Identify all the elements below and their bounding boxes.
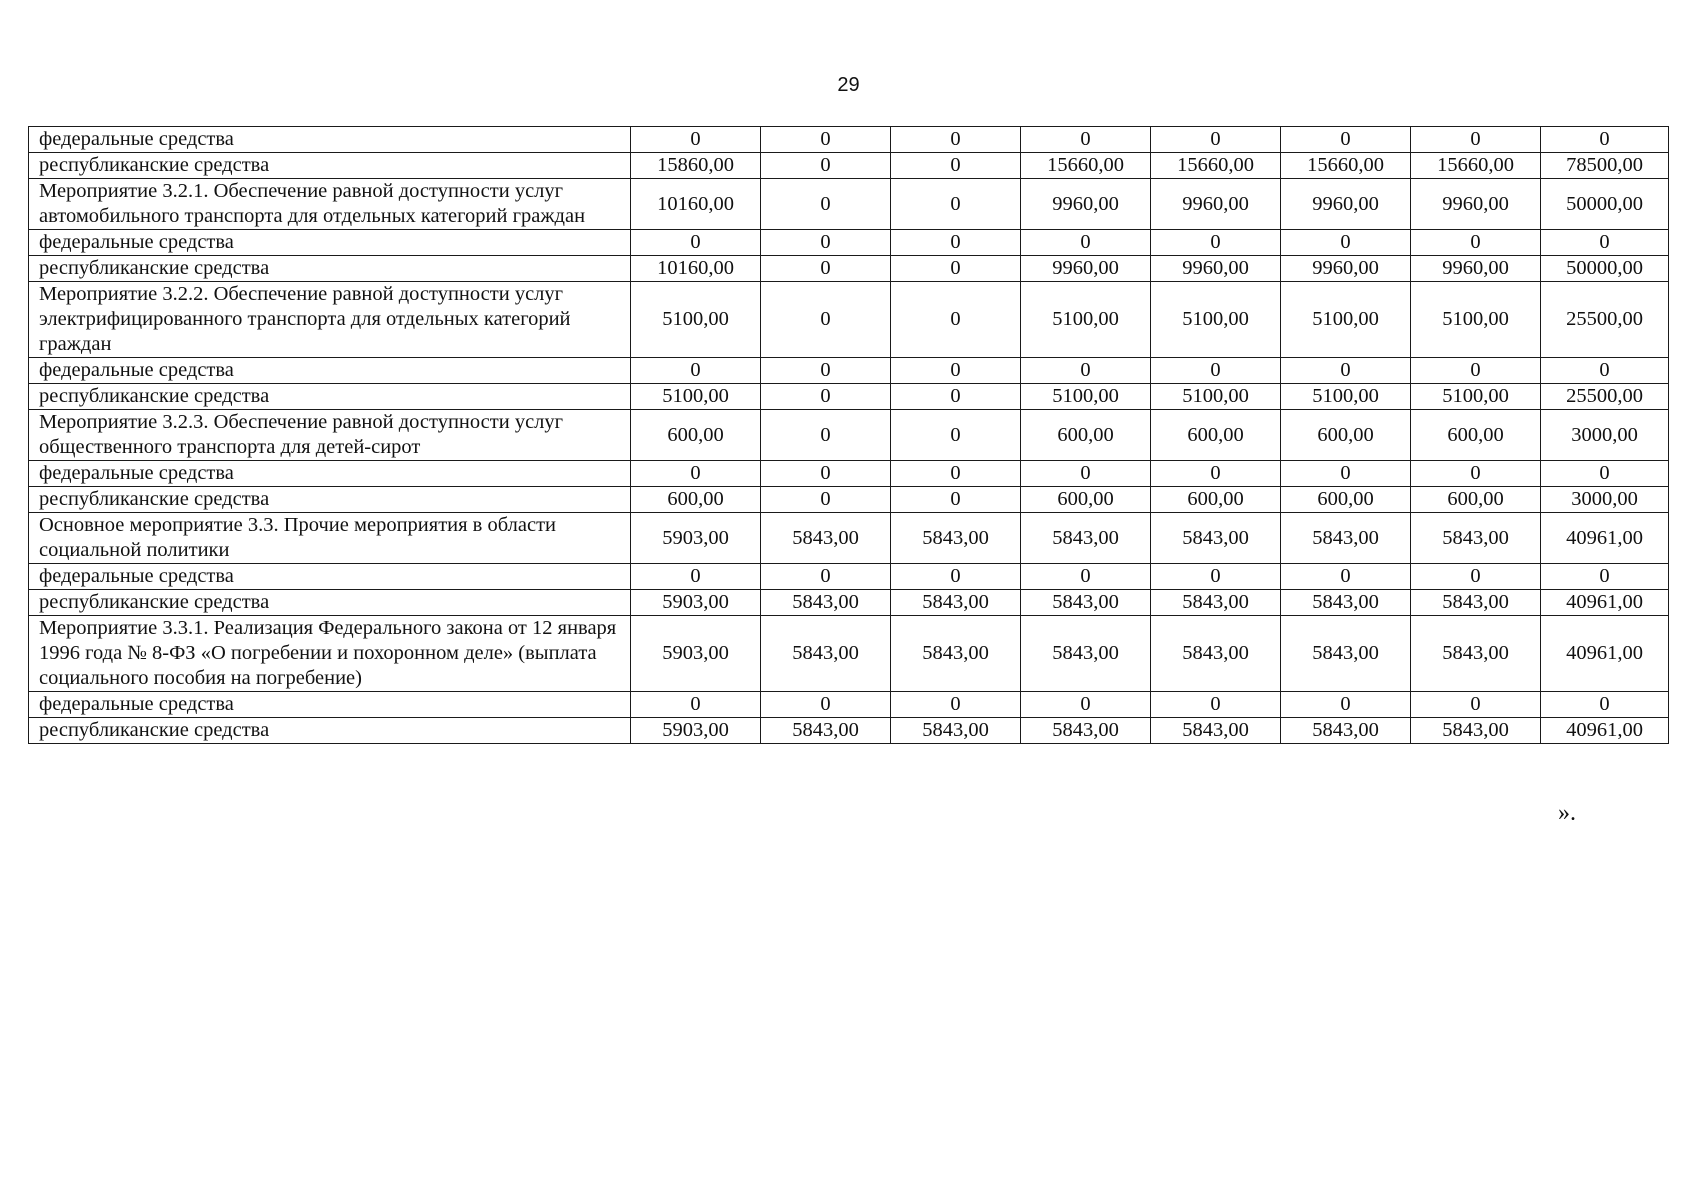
closing-quote-mark: ». xyxy=(1558,800,1576,826)
value-cell: 0 xyxy=(891,282,1021,358)
value-cell: 9960,00 xyxy=(1151,179,1281,230)
value-cell: 600,00 xyxy=(631,410,761,461)
value-cell: 50000,00 xyxy=(1541,179,1669,230)
value-cell: 5843,00 xyxy=(1021,616,1151,692)
row-label: Мероприятие 3.2.2. Обеспечение равной доступности услуг электрифицированного транспорта для отдельных категорий граждан xyxy=(29,282,631,358)
row-label: Мероприятие 3.3.1. Реализация Федерального закона от 12 января 1996 года № 8-ФЗ «О погребении и похоронном деле» (выплата социального пособия на погребение) xyxy=(29,616,631,692)
row-label: федеральные средства xyxy=(29,461,631,487)
value-cell: 10160,00 xyxy=(631,179,761,230)
value-cell: 5843,00 xyxy=(1151,616,1281,692)
row-label: федеральные средства xyxy=(29,564,631,590)
value-cell: 5843,00 xyxy=(1411,513,1541,564)
value-cell: 0 xyxy=(891,692,1021,718)
table-row xyxy=(29,256,1669,282)
row-label: федеральные средства xyxy=(29,692,631,718)
value-cell: 0 xyxy=(1021,692,1151,718)
value-cell: 0 xyxy=(891,358,1021,384)
row-label: республиканские средства xyxy=(29,718,631,744)
table-row xyxy=(29,513,1669,564)
value-cell: 600,00 xyxy=(631,487,761,513)
value-cell: 600,00 xyxy=(1151,487,1281,513)
table-row xyxy=(29,410,1669,461)
value-cell: 5843,00 xyxy=(1281,718,1411,744)
table-row xyxy=(29,179,1669,230)
value-cell: 25500,00 xyxy=(1541,384,1669,410)
value-cell: 15660,00 xyxy=(1411,153,1541,179)
value-cell: 600,00 xyxy=(1281,487,1411,513)
value-cell: 9960,00 xyxy=(1281,179,1411,230)
value-cell: 5843,00 xyxy=(1021,590,1151,616)
table-body xyxy=(29,127,1669,744)
value-cell: 5100,00 xyxy=(631,282,761,358)
value-cell: 5843,00 xyxy=(1281,590,1411,616)
row-label: федеральные средства xyxy=(29,127,631,153)
value-cell: 0 xyxy=(631,692,761,718)
value-cell: 0 xyxy=(1541,358,1669,384)
value-cell: 15660,00 xyxy=(1281,153,1411,179)
value-cell: 15660,00 xyxy=(1021,153,1151,179)
value-cell: 0 xyxy=(1151,230,1281,256)
value-cell: 0 xyxy=(1411,230,1541,256)
value-cell: 0 xyxy=(1151,461,1281,487)
table-row xyxy=(29,230,1669,256)
row-label: республиканские средства xyxy=(29,256,631,282)
value-cell: 0 xyxy=(631,358,761,384)
value-cell: 0 xyxy=(631,461,761,487)
value-cell: 0 xyxy=(761,256,891,282)
value-cell: 0 xyxy=(1541,564,1669,590)
table-row xyxy=(29,153,1669,179)
value-cell: 5843,00 xyxy=(761,718,891,744)
value-cell: 0 xyxy=(1281,564,1411,590)
value-cell: 0 xyxy=(1411,692,1541,718)
value-cell: 600,00 xyxy=(1411,487,1541,513)
value-cell: 5843,00 xyxy=(891,590,1021,616)
value-cell: 600,00 xyxy=(1021,410,1151,461)
value-cell: 0 xyxy=(1411,127,1541,153)
value-cell: 5843,00 xyxy=(1281,616,1411,692)
row-label: республиканские средства xyxy=(29,384,631,410)
table-row xyxy=(29,461,1669,487)
row-label: республиканские средства xyxy=(29,590,631,616)
row-label: федеральные средства xyxy=(29,230,631,256)
value-cell: 5843,00 xyxy=(1151,513,1281,564)
value-cell: 0 xyxy=(631,230,761,256)
value-cell: 50000,00 xyxy=(1541,256,1669,282)
value-cell: 25500,00 xyxy=(1541,282,1669,358)
value-cell: 5843,00 xyxy=(1151,590,1281,616)
value-cell: 3000,00 xyxy=(1541,410,1669,461)
row-label: республиканские средства xyxy=(29,487,631,513)
value-cell: 0 xyxy=(1541,230,1669,256)
value-cell: 9960,00 xyxy=(1021,179,1151,230)
value-cell: 78500,00 xyxy=(1541,153,1669,179)
value-cell: 0 xyxy=(1021,461,1151,487)
value-cell: 0 xyxy=(1541,692,1669,718)
value-cell: 0 xyxy=(1411,461,1541,487)
value-cell: 0 xyxy=(761,153,891,179)
value-cell: 0 xyxy=(891,564,1021,590)
value-cell: 5100,00 xyxy=(631,384,761,410)
value-cell: 5100,00 xyxy=(1021,384,1151,410)
value-cell: 0 xyxy=(1021,564,1151,590)
value-cell: 10160,00 xyxy=(631,256,761,282)
value-cell: 0 xyxy=(761,358,891,384)
value-cell: 5843,00 xyxy=(761,616,891,692)
value-cell: 9960,00 xyxy=(1411,179,1541,230)
value-cell: 5843,00 xyxy=(1021,718,1151,744)
value-cell: 5100,00 xyxy=(1411,282,1541,358)
table-row xyxy=(29,692,1669,718)
value-cell: 9960,00 xyxy=(1021,256,1151,282)
value-cell: 0 xyxy=(761,282,891,358)
value-cell: 600,00 xyxy=(1411,410,1541,461)
value-cell: 5843,00 xyxy=(1021,513,1151,564)
value-cell: 0 xyxy=(891,410,1021,461)
value-cell: 0 xyxy=(631,127,761,153)
table-row xyxy=(29,564,1669,590)
value-cell: 0 xyxy=(761,692,891,718)
table-row xyxy=(29,358,1669,384)
value-cell: 0 xyxy=(1151,127,1281,153)
value-cell: 40961,00 xyxy=(1541,718,1669,744)
value-cell: 0 xyxy=(891,230,1021,256)
value-cell: 0 xyxy=(761,564,891,590)
value-cell: 0 xyxy=(1281,358,1411,384)
value-cell: 40961,00 xyxy=(1541,513,1669,564)
value-cell: 0 xyxy=(891,153,1021,179)
value-cell: 0 xyxy=(1281,127,1411,153)
value-cell: 0 xyxy=(891,487,1021,513)
value-cell: 0 xyxy=(891,384,1021,410)
value-cell: 0 xyxy=(891,127,1021,153)
value-cell: 0 xyxy=(761,384,891,410)
value-cell: 5100,00 xyxy=(1151,384,1281,410)
value-cell: 9960,00 xyxy=(1281,256,1411,282)
value-cell: 3000,00 xyxy=(1541,487,1669,513)
value-cell: 5100,00 xyxy=(1281,384,1411,410)
value-cell: 0 xyxy=(1151,564,1281,590)
value-cell: 5100,00 xyxy=(1151,282,1281,358)
value-cell: 5843,00 xyxy=(1411,718,1541,744)
value-cell: 5843,00 xyxy=(1411,590,1541,616)
table-row xyxy=(29,487,1669,513)
table-row xyxy=(29,282,1669,358)
value-cell: 5843,00 xyxy=(1151,718,1281,744)
value-cell: 0 xyxy=(1281,461,1411,487)
value-cell: 5903,00 xyxy=(631,616,761,692)
value-cell: 40961,00 xyxy=(1541,590,1669,616)
value-cell: 5843,00 xyxy=(891,718,1021,744)
value-cell: 0 xyxy=(891,461,1021,487)
value-cell: 0 xyxy=(761,230,891,256)
table-row xyxy=(29,384,1669,410)
value-cell: 0 xyxy=(1151,358,1281,384)
value-cell: 5100,00 xyxy=(1281,282,1411,358)
value-cell: 9960,00 xyxy=(1411,256,1541,282)
value-cell: 15860,00 xyxy=(631,153,761,179)
table-row xyxy=(29,127,1669,153)
value-cell: 600,00 xyxy=(1281,410,1411,461)
value-cell: 0 xyxy=(891,256,1021,282)
row-label: федеральные средства xyxy=(29,358,631,384)
value-cell: 40961,00 xyxy=(1541,616,1669,692)
value-cell: 0 xyxy=(761,127,891,153)
value-cell: 0 xyxy=(1281,230,1411,256)
value-cell: 5843,00 xyxy=(891,513,1021,564)
value-cell: 0 xyxy=(1021,230,1151,256)
row-label: республиканские средства xyxy=(29,153,631,179)
budget-table xyxy=(28,126,1669,744)
value-cell: 0 xyxy=(891,179,1021,230)
value-cell: 0 xyxy=(1541,461,1669,487)
value-cell: 5903,00 xyxy=(631,718,761,744)
row-label: Основное мероприятие 3.3. Прочие мероприятия в области социальной политики xyxy=(29,513,631,564)
value-cell: 0 xyxy=(631,564,761,590)
page-number: 29 xyxy=(837,74,860,96)
value-cell: 5843,00 xyxy=(1411,616,1541,692)
value-cell: 5100,00 xyxy=(1021,282,1151,358)
table-row xyxy=(29,590,1669,616)
value-cell: 0 xyxy=(1411,564,1541,590)
value-cell: 5843,00 xyxy=(761,590,891,616)
value-cell: 600,00 xyxy=(1021,487,1151,513)
row-label: Мероприятие 3.2.1. Обеспечение равной доступности услуг автомобильного транспорта для отдельных категорий граждан xyxy=(29,179,631,230)
value-cell: 0 xyxy=(761,461,891,487)
value-cell: 5903,00 xyxy=(631,590,761,616)
value-cell: 0 xyxy=(761,487,891,513)
value-cell: 5100,00 xyxy=(1411,384,1541,410)
row-label: Мероприятие 3.2.3. Обеспечение равной доступности услуг общественного транспорта для детей-сирот xyxy=(29,410,631,461)
value-cell: 5843,00 xyxy=(761,513,891,564)
value-cell: 0 xyxy=(761,410,891,461)
value-cell: 15660,00 xyxy=(1151,153,1281,179)
value-cell: 0 xyxy=(1151,692,1281,718)
value-cell: 0 xyxy=(761,179,891,230)
value-cell: 0 xyxy=(1281,692,1411,718)
value-cell: 0 xyxy=(1411,358,1541,384)
table-row xyxy=(29,616,1669,692)
value-cell: 0 xyxy=(1021,358,1151,384)
value-cell: 600,00 xyxy=(1151,410,1281,461)
value-cell: 0 xyxy=(1021,127,1151,153)
value-cell: 5903,00 xyxy=(631,513,761,564)
value-cell: 5843,00 xyxy=(891,616,1021,692)
value-cell: 5843,00 xyxy=(1281,513,1411,564)
table-row xyxy=(29,718,1669,744)
value-cell: 9960,00 xyxy=(1151,256,1281,282)
value-cell: 0 xyxy=(1541,127,1669,153)
